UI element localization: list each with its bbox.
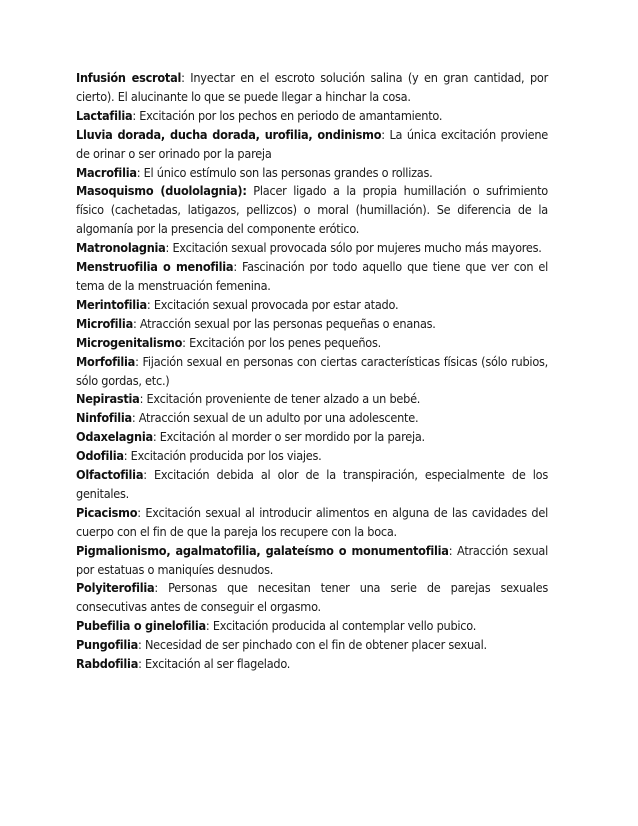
entry-term: Menstruofilia o menofilia bbox=[76, 259, 234, 275]
entry-description: : Fijación sexual en personas con ciertas características físicas (sólo rubios, sólo gordas, etc.) bbox=[76, 353, 548, 388]
entry-description: : Personas que necesitan tener una serie de parejas sexuales consecutivas antes de conseguir el orgasmo. bbox=[76, 580, 548, 615]
entry-term: Pungofilia bbox=[76, 637, 139, 653]
glossary-entry bbox=[76, 617, 548, 636]
entry-term: Merintofilia bbox=[76, 296, 147, 312]
entry-term: Morfofilia bbox=[76, 353, 136, 369]
entry-description: : Inyectar en el escroto solución salina (y en gran cantidad, por cierto). El alucinante lo que se puede llegar a hinchar la cosa. bbox=[76, 70, 548, 104]
glossary-entry bbox=[76, 447, 548, 466]
glossary-entry bbox=[76, 466, 548, 504]
entry-term: Pigmalionismo, agalmatofilia, galateísmo o monumentofilia bbox=[76, 542, 449, 558]
glossary-entry bbox=[76, 239, 548, 258]
entry-description: : Excitación al ser flagelado. bbox=[138, 656, 291, 672]
entry-description: Placer ligado a la propia humillación o sufrimiento físico (cachetadas, latigazos, pellizcos) o moral (humillación). Se diferencia de la algomanía por la presencia del componente erótico. bbox=[76, 183, 548, 237]
entry-term: Nepirastia bbox=[76, 391, 140, 407]
glossary-entry bbox=[76, 409, 548, 428]
entry-description: : Excitación sexual al introducir alimentos en alguna de las cavidades del cuerpo con el fin de que la pareja los recupere con la boca. bbox=[76, 504, 548, 539]
entry-term: Microfilia bbox=[76, 315, 133, 331]
entry-term: Macrofilia bbox=[76, 164, 137, 180]
entry-term: Lactafilia bbox=[76, 107, 133, 123]
glossary-entry bbox=[76, 428, 548, 447]
entry-description: : Excitación sexual provocada sólo por mujeres mucho más mayores. bbox=[165, 240, 542, 256]
entry-description: : Atracción sexual de un adulto por una adolescente. bbox=[131, 410, 419, 426]
entry-description: : Atracción sexual por las personas pequeñas o enanas. bbox=[132, 315, 436, 331]
entry-description: : Excitación proveniente de tener alzado a un bebé. bbox=[139, 391, 421, 407]
glossary-entry bbox=[76, 126, 548, 164]
entry-description: : Excitación producida al contemplar vello pubico. bbox=[205, 618, 477, 634]
entry-term: Rabdofilia bbox=[76, 656, 139, 672]
entry-term: Ninfofilia bbox=[76, 410, 132, 426]
entry-term: Matronolagnia bbox=[76, 240, 166, 256]
glossary-entry bbox=[76, 579, 548, 617]
entry-term: Masoquismo (duololagnia): bbox=[76, 183, 247, 199]
entry-description: : Atracción sexual por estatuas o maniquíes desnudos. bbox=[76, 542, 548, 577]
entry-term: Infusión escrotal bbox=[76, 70, 182, 85]
glossary-entry bbox=[76, 258, 548, 296]
glossary-entry bbox=[76, 542, 548, 580]
glossary-entry bbox=[76, 504, 548, 542]
entry-description: : Excitación producida por los viajes. bbox=[123, 448, 322, 464]
entry-term: Microgenitalismo bbox=[76, 334, 183, 350]
glossary-entry bbox=[76, 390, 548, 409]
entry-term: Olfactofilia bbox=[76, 467, 144, 483]
entry-term: Picacismo bbox=[76, 504, 138, 520]
glossary-entry bbox=[76, 334, 548, 353]
glossary-entry bbox=[76, 182, 548, 239]
entry-term: Polyiterofilia bbox=[76, 580, 155, 596]
entry-description: : Excitación debida al olor de la transpiración, especialmente de los genitales. bbox=[76, 467, 548, 501]
entry-description: : Excitación por los pechos en periodo de amantamiento. bbox=[132, 107, 443, 123]
entry-description: : Excitación sexual provocada por estar atado. bbox=[146, 296, 399, 312]
glossary-text bbox=[76, 69, 548, 674]
entry-term: Lluvia dorada, ducha dorada, urofilia, ondinismo bbox=[76, 126, 382, 142]
glossary-entry bbox=[76, 353, 548, 391]
glossary-entry bbox=[76, 296, 548, 315]
entry-term: Odofilia bbox=[76, 448, 124, 464]
glossary-entry bbox=[76, 107, 548, 126]
glossary-entry bbox=[76, 69, 548, 107]
entry-description: : La única excitación proviene de orinar o ser orinado por la pareja bbox=[76, 126, 548, 161]
entry-term: Pubefilia o ginelofilia bbox=[76, 618, 206, 634]
entry-description: : El único estímulo son las personas grandes o rollizas. bbox=[136, 164, 433, 180]
entry-term: Odaxelagnia bbox=[76, 429, 153, 445]
glossary-entry bbox=[76, 315, 548, 334]
entry-description: : Excitación al morder o ser mordido por la pareja. bbox=[152, 429, 425, 445]
glossary-entry bbox=[76, 164, 548, 183]
entry-description: : Necesidad de ser pinchado con el fin de obtener placer sexual. bbox=[138, 637, 487, 653]
glossary-entry bbox=[76, 655, 548, 674]
glossary-entry bbox=[76, 636, 548, 655]
entry-description: : Fascinación por todo aquello que tiene que ver con el tema de la menstruación femenina. bbox=[76, 259, 548, 293]
entry-description: : Excitación por los penes pequeños. bbox=[182, 334, 381, 350]
